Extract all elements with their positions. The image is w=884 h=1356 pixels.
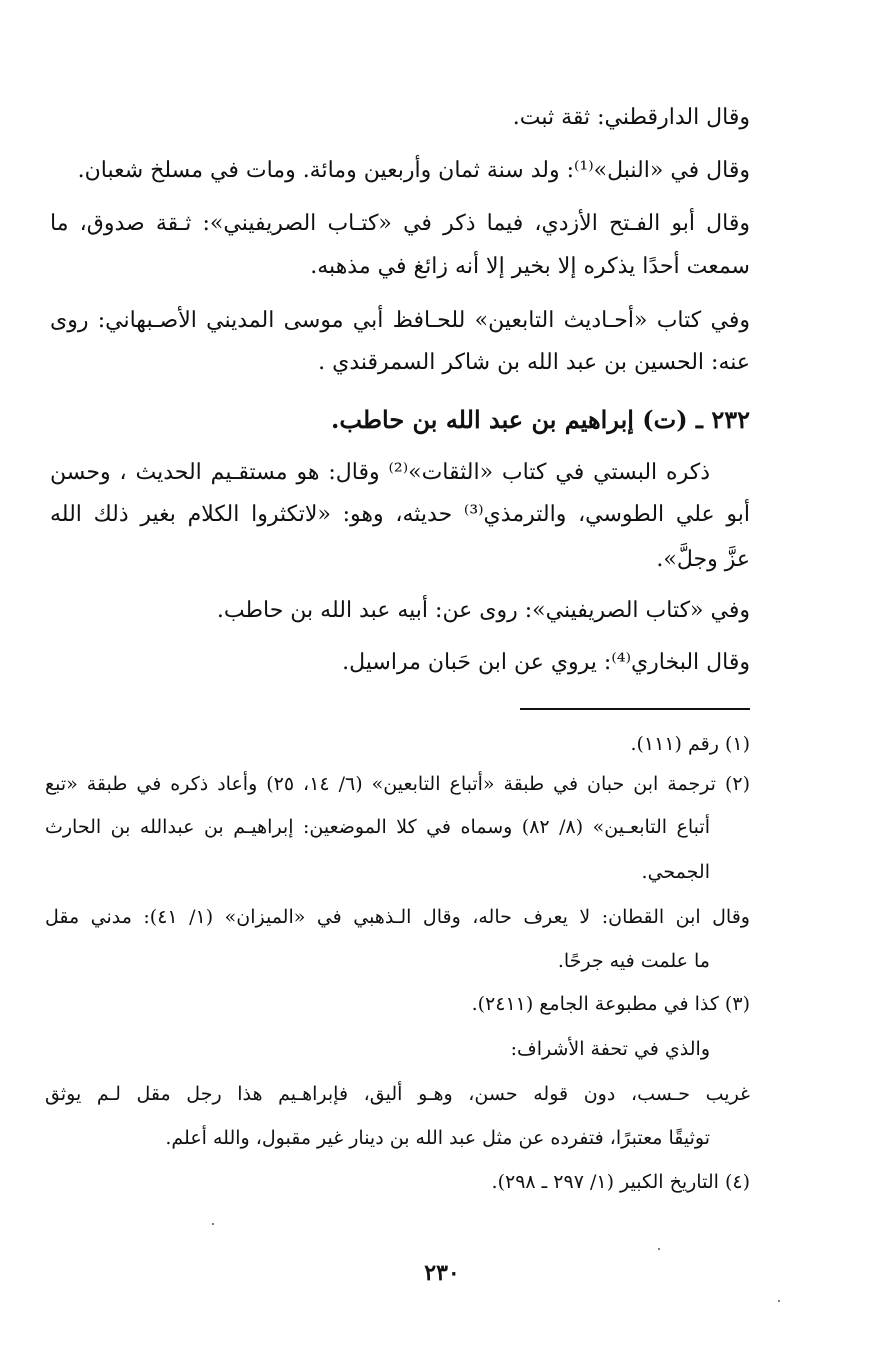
scan-speck — [778, 1300, 780, 1302]
footnote: (١) رقم (١١١). — [630, 733, 750, 755]
footnote-separator — [520, 708, 750, 710]
entry-heading: ٢٣٢ ـ (ت) إبراهيم بن عبد الله بن حاطب. — [330, 405, 750, 434]
page-number: ٢٣٠ — [424, 1260, 460, 1286]
text-line: عزَّ وجلَّ». — [656, 547, 750, 572]
footnote: توثيقًا معتبرًا، فتفرده عن مثل عبد الله بن دينار غير مقبول، والله أعلم. — [165, 1127, 710, 1149]
text-line: وقال البخاري⁽⁴⁾: يروي عن ابن حَبان مراسيل. — [342, 650, 750, 675]
footnote: (٤) التاريخ الكبير (١/ ٢٩٧ ـ ٢٩٨). — [491, 1171, 750, 1193]
footnote: أتباع التابعـين» (٨/ ٨٢) وسماه في كلا الموضعين: إبراهيـم بن عبدالله بن الحارث — [45, 816, 710, 838]
footnote: والذي في تحفة الأشراف: — [510, 1038, 710, 1060]
text-line: وقال أبو الفـتح الأزدي، فيما ذكر في «كتـاب الصريفيني»: ثـقة صدوق، ما — [50, 211, 750, 236]
text-line: عنه: الحسين بن عبد الله بن شاكر السمرقندي . — [318, 350, 750, 375]
footnote: الجمحي. — [641, 861, 710, 883]
footnote: ما علمت فيه جرحًا. — [557, 950, 710, 972]
footnote: وقال ابن القطان: لا يعرف حاله، وقال الـذهبي في «الميزان» (١/ ٤١): مدني مقل — [45, 906, 750, 928]
footnote: (٣) كذا في مطبوعة الجامع (٢٤١١). — [471, 993, 750, 1015]
text-line: وفي كتاب «أحـاديث التابعين» للحـافظ أبي موسى المديني الأصـبهاني: روى — [50, 308, 750, 333]
footnote: (٢) ترجمة ابن حبان في طبقة «أتباع التابعين» (٦/ ١٤، ٢٥) وأعاد ذكره في طبقة «تبع — [45, 773, 750, 795]
scan-speck — [658, 1248, 660, 1250]
text-line: أبو علي الطوسي، والترمذي⁽³⁾ حديثه، وهو: «لاتكثروا الكلام بغير ذلك الله — [50, 502, 750, 527]
text-line: وقال في «النبل»⁽¹⁾: ولد سنة ثمان وأربعين ومائة. ومات في مسلخ شعبان. — [77, 158, 750, 183]
scan-speck — [212, 1223, 214, 1225]
text-line: ذكره البستي في كتاب «الثقات»⁽²⁾ وقال: هو مستقـيم الحديث ، وحسن — [50, 460, 710, 485]
text-line: وفي «كتاب الصريفيني»: روى عن: أبيه عبد الله بن حاطب. — [216, 598, 750, 623]
footnote: غريب حـسب، دون قوله حسن، وهـو أليق، فإبراهـيم هذا رجل مقل لـم يوثق — [45, 1083, 750, 1105]
text-line: وقال الدارقطني: ثقة ثبت. — [512, 105, 750, 130]
text-line: سمعت أحدًا يذكره إلا بخير إلا أنه زائغ في مذهبه. — [310, 254, 750, 279]
